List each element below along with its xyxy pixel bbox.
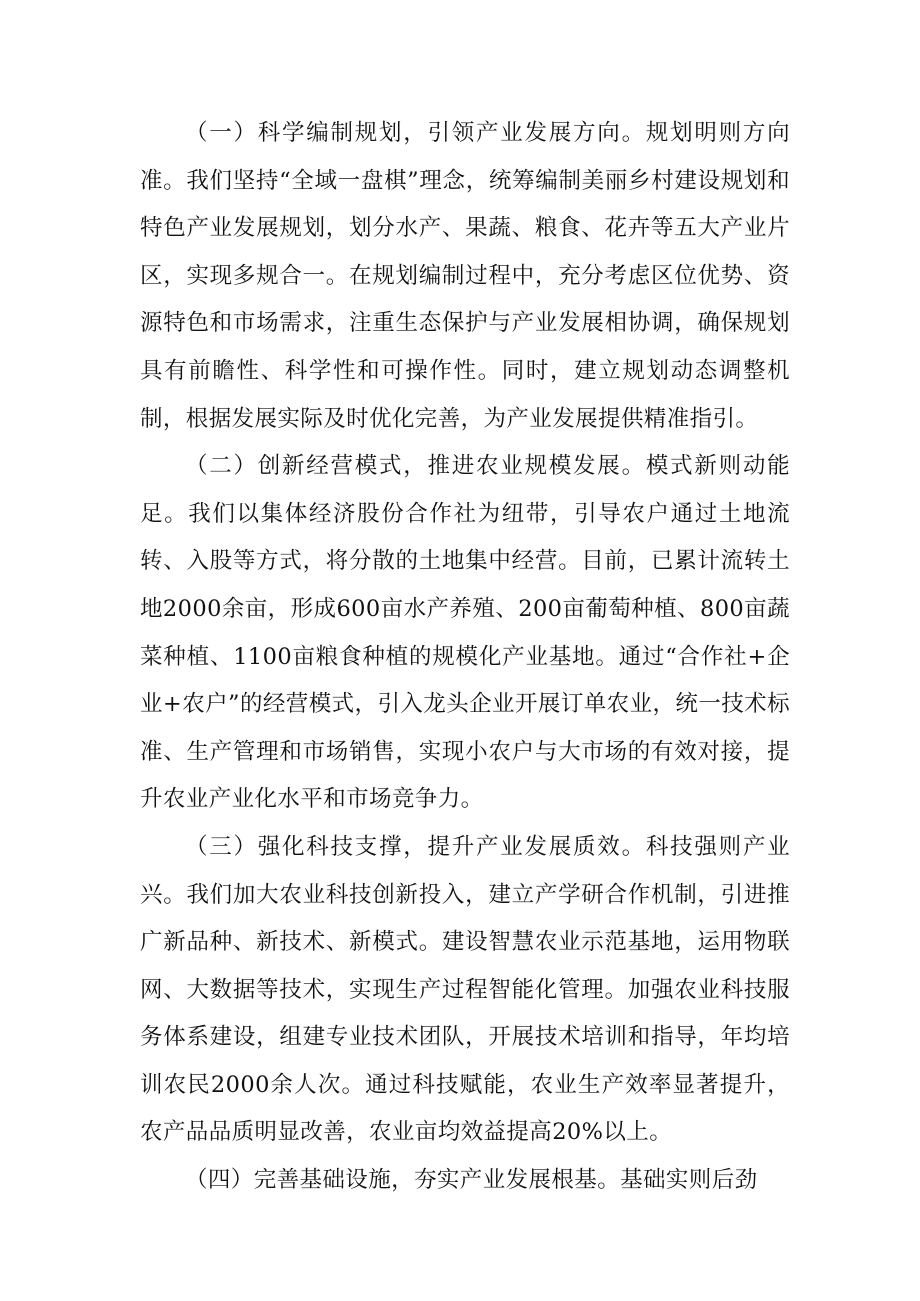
paragraph-business-model: （二）创新经营模式，推进农业规模发展。模式新则动能足。我们以集体经济股份合作社为纽带，引导农户通过土地流转、入股等方式，将分散的土地集中经营。目前，已累计流转土地2000余亩，形成600亩水产养殖、200亩葡萄种植、800亩蔬菜种植、1100亩粮食种植的规模化产业基地。通过“合作社+企业+农户”的经营模式，引入龙头企业开展订单农业，统一技术标准、生产管理和市场销售，实现小农户与大市场的有效对接，提升农业产业化水平和市场竞争力。 [140, 453, 790, 813]
document-body [140, 110, 790, 1205]
paragraph-technology: （三）强化科技支撑，提升产业发展质效。科技强则产业兴。我们加大农业科技创新投入，建立产学研合作机制，引进推广新品种、新技术、新模式。建设智慧农业示范基地，运用物联网、大数据等技术，实现生产过程智能化管理。加强农业科技服务体系建设，组建专业技术团队，开展技术培训和指导，年均培训农民2000余人次。通过科技赋能，农业生产效率显著提升，农产品品质明显改善，农业亩均效益提高20%以上。 [140, 833, 790, 1146]
paragraph-infrastructure: （四）完善基础设施，夯实产业发展根基。基础实则后劲 [185, 1167, 758, 1194]
paragraph-planning: （一）科学编制规划，引领产业发展方向。规划明则方向准。我们坚持“全域一盘棋”理念，统筹编制美丽乡村建设规划和特色产业发展规划，划分水产、果蔬、粮食、花卉等五大产业片区，实现多规合一。在规划编制过程中，充分考虑区位优势、资源特色和市场需求，注重生态保护与产业发展相协调，确保规划具有前瞻性、科学性和可操作性。同时，建立规划动态调整机制，根据发展实际及时优化完善，为产业发展提供精准指引。 [140, 120, 790, 432]
